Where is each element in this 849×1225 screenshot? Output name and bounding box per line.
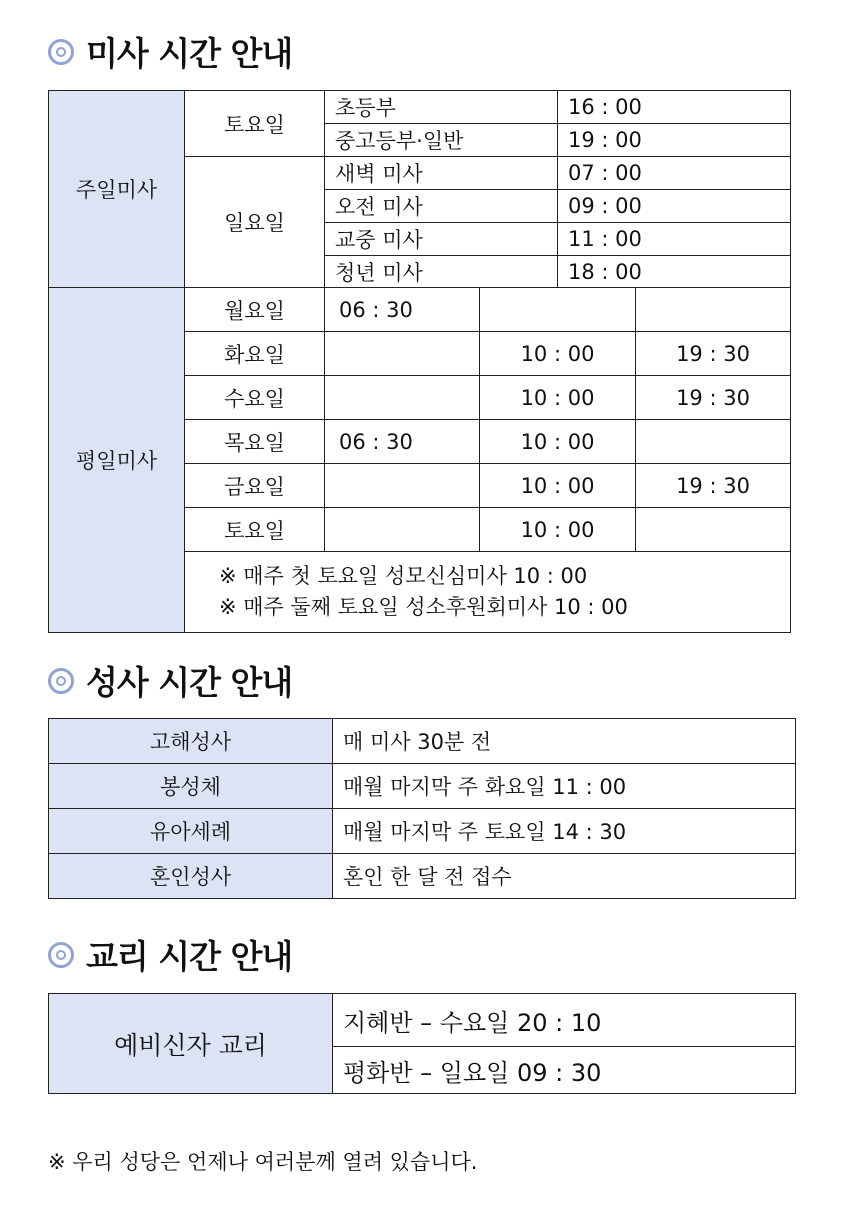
sacrament-table	[48, 718, 796, 899]
mass-name-cell: 오전 미사	[325, 190, 558, 223]
weekday-day-cell: 토요일	[185, 508, 325, 552]
weekday-day-cell: 금요일	[185, 464, 325, 508]
footer-note: ※ 우리 성당은 언제나 여러분께 열려 있습니다.	[48, 1150, 478, 1174]
midday-time-cell: 10 : 00	[480, 464, 636, 508]
midday-time-cell: 10 : 00	[480, 420, 636, 464]
morning-time-cell	[325, 376, 480, 420]
sacrament-name-cell: 봉성체	[49, 764, 333, 809]
evening-time-cell: 19 : 30	[636, 332, 791, 376]
doctrine-table	[48, 993, 796, 1094]
double-circle-bullet-icon	[48, 39, 74, 65]
sacrament-info-cell: 매 미사 30분 전	[333, 719, 796, 764]
sacrament-name-cell: 혼인성사	[49, 854, 333, 899]
morning-time-cell: 06 : 30	[325, 288, 480, 332]
weekday-note: ※ 매주 첫 토요일 성모신심미사 10 : 00	[219, 564, 588, 588]
mass-name-cell: 새벽 미사	[325, 157, 558, 190]
weekday-day-cell: 목요일	[185, 420, 325, 464]
midday-time-cell: 10 : 00	[480, 508, 636, 552]
mass-time-cell: 16 : 00	[558, 91, 791, 124]
midday-time-cell	[480, 288, 636, 332]
mass-heading	[48, 28, 292, 75]
mass-name-cell: 중고등부·일반	[325, 124, 558, 157]
sacrament-info-cell: 혼인 한 달 전 접수	[333, 854, 796, 899]
mass-time-cell: 07 : 00	[558, 157, 791, 190]
double-circle-bullet-icon	[48, 942, 74, 968]
mass-name-cell: 교중 미사	[325, 223, 558, 256]
sunday-mass-label: 주일미사	[49, 91, 185, 288]
sacrament-title: 성사 시간 안내	[86, 663, 293, 702]
evening-time-cell	[636, 288, 791, 332]
evening-time-cell: 19 : 30	[636, 464, 791, 508]
weekday-day-cell: 화요일	[185, 332, 325, 376]
weekday-note: ※ 매주 둘째 토요일 성소후원회미사 10 : 00	[219, 595, 628, 619]
sacrament-name-cell: 유아세례	[49, 809, 333, 854]
evening-time-cell	[636, 508, 791, 552]
sunday-mass-table	[48, 90, 791, 288]
sacrament-info-cell: 매월 마지막 주 화요일 11 : 00	[333, 764, 796, 809]
sacrament-info-cell: 매월 마지막 주 토요일 14 : 30	[333, 809, 796, 854]
sunday-label: 일요일	[185, 157, 325, 288]
doctrine-class-cell: 지혜반 – 수요일 20 : 10	[333, 994, 796, 1047]
mass-name-cell: 청년 미사	[325, 256, 558, 288]
midday-time-cell: 10 : 00	[480, 332, 636, 376]
weekday-mass-table	[48, 287, 791, 633]
doctrine-heading	[48, 931, 292, 978]
catechumen-label: 예비신자 교리	[49, 994, 333, 1094]
morning-time-cell: 06 : 30	[325, 420, 480, 464]
morning-time-cell	[325, 464, 480, 508]
mass-time-cell: 19 : 00	[558, 124, 791, 157]
morning-time-cell	[325, 508, 480, 552]
evening-time-cell	[636, 420, 791, 464]
midday-time-cell: 10 : 00	[480, 376, 636, 420]
weekday-mass-label: 평일미사	[49, 288, 185, 633]
mass-time-cell: 09 : 00	[558, 190, 791, 223]
sacrament-heading	[48, 657, 292, 704]
double-circle-bullet-icon	[48, 668, 74, 694]
sacrament-name-cell: 고해성사	[49, 719, 333, 764]
weekday-day-cell: 수요일	[185, 376, 325, 420]
mass-time-cell: 11 : 00	[558, 223, 791, 256]
evening-time-cell: 19 : 30	[636, 376, 791, 420]
mass-time-cell: 18 : 00	[558, 256, 791, 288]
morning-time-cell	[325, 332, 480, 376]
doctrine-class-cell: 평화반 – 일요일 09 : 30	[333, 1047, 796, 1094]
weekday-day-cell: 월요일	[185, 288, 325, 332]
weekday-notes-cell	[185, 552, 791, 633]
mass-name-cell: 초등부	[325, 91, 558, 124]
saturday-label: 토요일	[185, 91, 325, 157]
doctrine-title: 교리 시간 안내	[86, 937, 293, 976]
mass-title: 미사 시간 안내	[86, 34, 293, 73]
